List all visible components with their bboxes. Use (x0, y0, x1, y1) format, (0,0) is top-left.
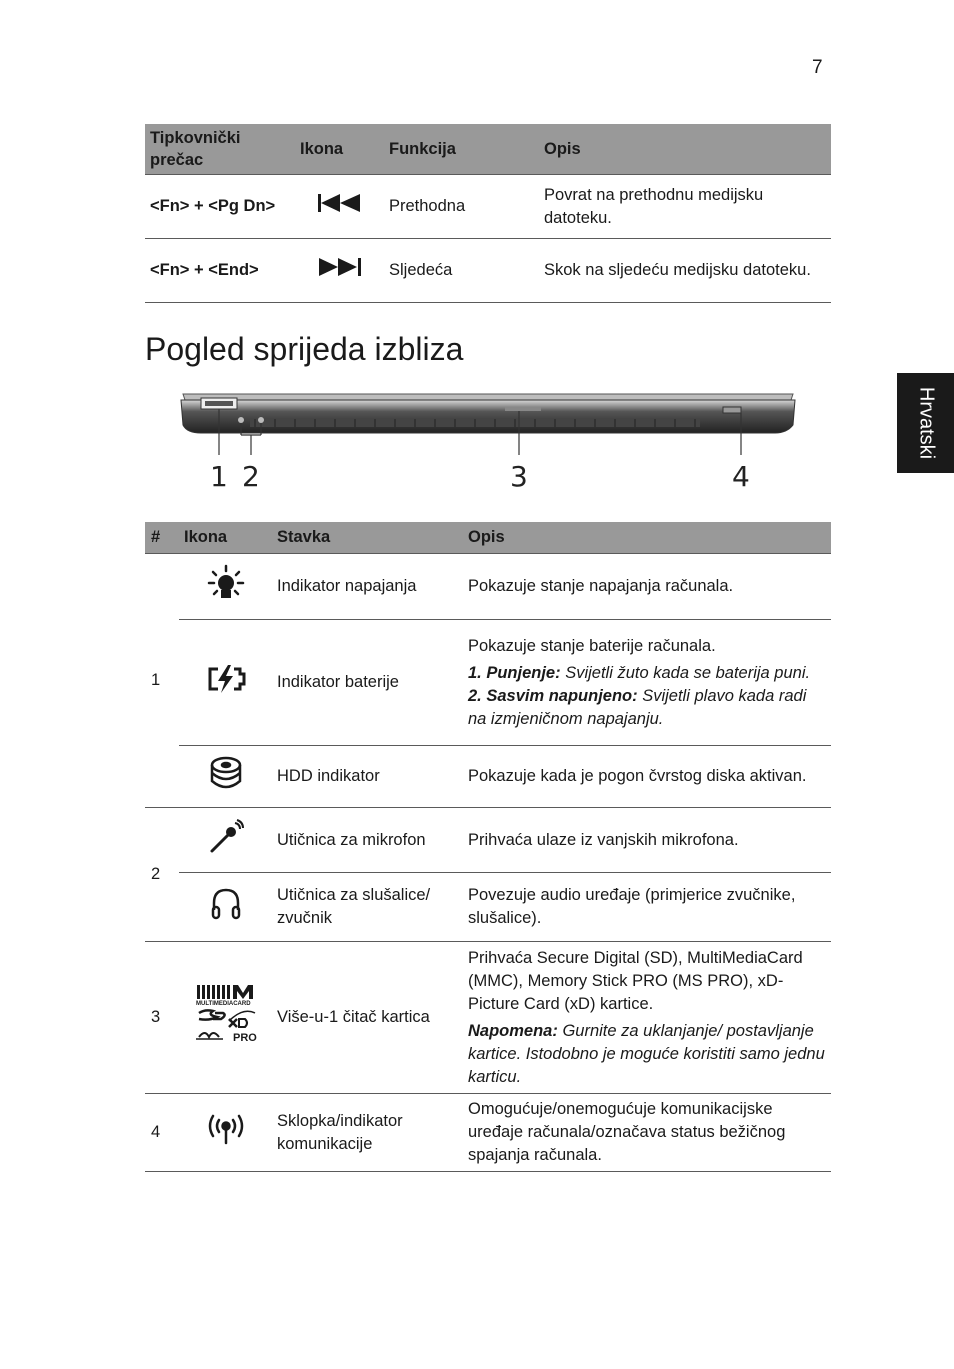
item-description: Pokazuje kada je pogon čvrstog diska aktivan. (463, 746, 831, 808)
battery-note-charging: 1. Punjenje: Svijetli žuto kada se baterija puni. (468, 663, 811, 682)
table-row (145, 239, 831, 303)
page-number: 7 (812, 57, 823, 78)
shortcut-function: Sljedeća (384, 239, 539, 303)
table-row (145, 746, 831, 808)
table-row (145, 175, 831, 239)
shortcut-key: <Fn> + <End> (145, 239, 295, 303)
item-description: Povezuje audio uređaje (primjerice zvučnike, slušalice). (463, 873, 831, 942)
callout-1: 1 (210, 460, 228, 493)
language-tab (897, 373, 954, 473)
card-reader-icon (179, 942, 272, 1094)
header-icon: Ikona (179, 522, 272, 554)
section-title: Pogled sprijeda izbliza (145, 331, 464, 367)
item-label: Utičnica za slušalice/ zvučnik (272, 873, 463, 942)
laptop-front-illustration (175, 385, 800, 495)
battery-description: Pokazuje stanje baterije računala. (468, 636, 716, 655)
callout-2: 2 (242, 460, 260, 493)
item-description: Omogućuje/onemogućuje komunikacijske uređaje računala/označava status bežičnog spajanja računala. (463, 1094, 831, 1172)
shortcut-table (145, 124, 831, 303)
item-description: Pokazuje stanje napajanja računala. (463, 554, 831, 620)
table-row (145, 620, 831, 746)
table-row (145, 554, 831, 620)
table-row (145, 1094, 831, 1172)
item-label: HDD indikator (272, 746, 463, 808)
item-label: Sklopka/indikator komunikacije (272, 1094, 463, 1172)
battery-icon (179, 620, 272, 746)
header-function: Funkcija (384, 124, 539, 175)
card-reader-description: Prihvaća Secure Digital (SD), MultiMediaCard (MMC), Memory Stick PRO (MS PRO), xD-Picture Card (xD) kartice. (468, 948, 803, 1013)
wireless-icon (179, 1094, 272, 1172)
row-number: 4 (145, 1094, 179, 1172)
header-shortcut: Tipkovnički prečac (145, 124, 295, 175)
hdd-icon (179, 746, 272, 808)
header-item: Stavka (272, 522, 463, 554)
pro-logo-text: PRO (232, 1032, 257, 1044)
table-row (145, 808, 831, 873)
callout-4: 4 (732, 460, 750, 493)
row-number: 2 (145, 808, 179, 942)
row-number: 3 (145, 942, 179, 1094)
callout-3: 3 (510, 460, 528, 493)
table-row (145, 942, 831, 1094)
power-light-icon (179, 554, 272, 620)
microphone-icon (179, 808, 272, 873)
item-description (463, 942, 831, 1094)
mmc-logo-text: MULTIMEDIACARD (195, 1001, 251, 1007)
header-number: # (145, 522, 179, 554)
row-number: 1 (145, 554, 179, 808)
shortcut-description: Skok na sljedeću medijsku datoteku. (539, 239, 831, 303)
table-row (145, 873, 831, 942)
language-tab-label: Hrvatski (915, 386, 937, 460)
shortcut-function: Prethodna (384, 175, 539, 239)
headphones-icon (179, 873, 272, 942)
header-description: Opis (539, 124, 831, 175)
item-description: Prihvaća ulaze iz vanjskih mikrofona. (463, 808, 831, 873)
item-label: Više-u-1 čitač kartica (272, 942, 463, 1094)
header-description: Opis (463, 522, 831, 554)
item-label: Utičnica za mikrofon (272, 808, 463, 873)
item-label: Indikator napajanja (272, 554, 463, 620)
next-track-icon (295, 239, 384, 303)
shortcut-description: Povrat na prethodnu medijsku datoteku. (539, 175, 831, 239)
items-table-header (145, 522, 831, 554)
item-description (463, 620, 831, 746)
battery-note-full: 2. Sasvim napunjeno: Svijetli plavo kada radi na izmjeničnom napajanju. (468, 686, 807, 728)
card-reader-note: Napomena: Gurnite za uklanjanje/ postavljanje kartice. Istodobno je moguće koristiti samo jednu karticu. (468, 1021, 825, 1086)
header-icon: Ikona (295, 124, 384, 175)
shortcut-table-header (145, 124, 831, 175)
item-label: Indikator baterije (272, 620, 463, 746)
shortcut-key: <Fn> + <Pg Dn> (145, 175, 295, 239)
items-table (145, 522, 831, 1172)
previous-track-icon (295, 175, 384, 239)
